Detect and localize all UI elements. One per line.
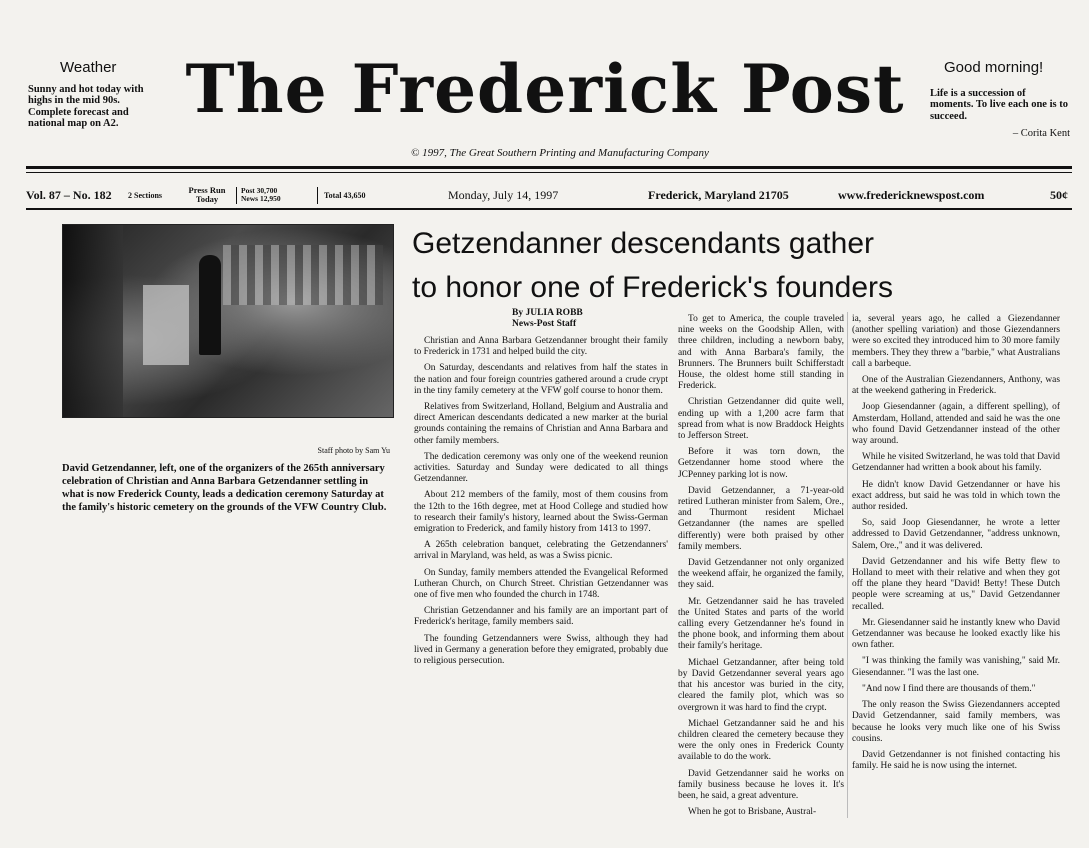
headline-line-2: to honor one of Frederick's founders	[412, 271, 893, 304]
photo-crowd	[223, 245, 383, 305]
press-run-total: Total 43,650	[324, 190, 366, 200]
sections-count: 2 Sections	[128, 190, 162, 200]
paragraph: When he got to Brisbane, Austral-	[688, 807, 817, 818]
paragraph: "I was thinking the family was vanishing," said Mr. Giesendanner. "I was the last one.	[852, 656, 1060, 678]
byline-role: News-Post Staff	[512, 319, 577, 329]
paragraph: A 265th celebration banquet, celebrating the Getzendanners' arrival in Maryland, was held, as was a Swiss picnic.	[414, 540, 668, 562]
press-run-news: News 12,950	[241, 194, 281, 203]
article-headline	[412, 222, 922, 310]
paragraph: David Getzendanner not only organized the weekend affair, he organized the family, they said.	[678, 558, 844, 591]
paragraph: Christian Getzendanner and his family are an important part of Frederick's heritage, family members said.	[414, 606, 668, 628]
paragraph: Before it was torn down, the Getzendanner home stood where the JCPenney parking lot is now.	[678, 447, 844, 480]
article-column-2	[678, 314, 844, 823]
paragraph: David Getzendanner is not finished contacting his family. He said he is now using the internet.	[852, 749, 1060, 772]
paragraph: One of the Australian Giezendanners, Anthony, was at the weekend gathering in Frederick.	[852, 375, 1060, 397]
article-column-1	[414, 336, 668, 672]
paragraph: While he visited Switzerland, he was told that David Getzendanner had written a book about his family.	[852, 452, 1060, 474]
website: www.fredericknewspost.com	[838, 187, 985, 202]
paragraph: The founding Getzendanners were Swiss, although they had lived in Germany a generation before they emigrated, probably due to religious persecution.	[414, 633, 668, 667]
paragraph: Michael Getzandanner said he and his children cleared the cemetery because they were the only ones in Frederick County available to do the work.	[678, 718, 844, 763]
paragraph: On Saturday, descendants and relatives from half the states in the nation and four foreign countries gathered around a crude crypt in the tiny family cemetery at the VFW golf course to honor them.	[414, 363, 668, 396]
paragraph: Michael Getzandanner, after being told by David Getzendanner several years ago that his ancestor was buried in the city, cleared the family plot, which was so overgrown it was hard to find the crypt.	[678, 657, 844, 713]
headline-line-1: Getzendanner descendants gather	[412, 227, 874, 260]
paragraph: Mr. Getzendanner said he has traveled the United States and parts of the world calling every Getzendanner he's found in the phone book, and informing them about their family's heritage.	[678, 596, 844, 652]
weather-text: Sunny and hot today with highs in the mid 90s. Complete forecast and national map on A2.	[28, 83, 144, 129]
paragraph: On Sunday, family members attended the Evangelical Reformed Lutheran Church, on Church Street. Christian Getzendanner was one of five men who founded the church in 1748.	[414, 567, 668, 601]
good-morning-author: – Corita Kent	[1012, 128, 1070, 139]
paragraph: To get to America, the couple traveled nine weeks on the Goodship Allen, with three children, including a newborn baby, and with Anna Barbara's family, the Brunners. The Brunners built Schifferstadt House, the oldest home still standing in Frederick.	[678, 314, 844, 392]
paragraph: "And now I find there are thousands of them."	[862, 683, 1036, 694]
paragraph: Christian and Anna Barbara Getzendanner brought their family to Frederick in 1731 and helped build the city.	[414, 336, 668, 358]
top-rule-thin	[26, 172, 1072, 173]
press-run-breakdown	[236, 187, 318, 204]
paragraph: David Getzendanner and his wife Betty flew to Holland to meet with their relative and when they got off the plane they heard "David! Betty! These Dutch people were screaming at us," David Getzendanner recalled.	[852, 556, 1060, 612]
price: 50¢	[1050, 187, 1068, 202]
paragraph: The dedication ceremony was only one of the weekend reunion activities. Saturday and Sunday were dedicated to all things Getzendanner.	[414, 451, 668, 485]
copyright-line: © 1997, The Great Southern Printing and Manufacturing Company	[411, 147, 709, 159]
paragraph: ia, several years ago, he called a Giezendanner (another spelling variation) and those Giezendanners were so excited they introduced him to 30 more family members. They they threw a "barbie," what Australians call a barbeque.	[852, 314, 1060, 369]
volume-number: Vol. 87 – No. 182	[26, 187, 112, 202]
paragraph: Mr. Giesendanner said he instantly knew who David Getzendanner was because he looked exactly like his own father.	[852, 617, 1060, 651]
paragraph: About 212 members of the family, most of them cousins from the 12th to the 16th degree, met at Hood College and studied how to research their family's history, learned about the Swiss-German emigration to Frederick, and family history from 1413 to 1997.	[414, 490, 668, 535]
paragraph: Relatives from Switzerland, Holland, Belgium and Australia and direct American descendants dedicated a new marker at the burial grounds containing the remains of Christian and Anna Barbara and other family members.	[414, 402, 668, 446]
paragraph: So, said Joop Giesendanner, he wrote a letter addressed to David Getzendanner, "address unknown, Salem, Ore.," and it was delivered.	[852, 518, 1060, 551]
press-run-label: Press Run Today	[188, 185, 226, 204]
photo-caption: David Getzendanner, left, one of the organizers of the 265th anniversary celebration of Christian and Anna Barbara Getzendanner settling in what is now Frederick County, leads a dedication ceremony Saturday at the family's historic cemetery on the grounds of the VFW Country Club.	[62, 463, 387, 513]
photo-credit: Staff photo by Sam Yu	[317, 446, 390, 455]
issue-date: Monday, July 14, 1997	[448, 187, 559, 202]
weather-title: Weather	[60, 59, 117, 76]
column-divider	[847, 312, 848, 818]
photo-gravestone	[143, 285, 189, 365]
article-column-3	[852, 314, 1060, 777]
masthead-title: The Frederick Post	[185, 50, 905, 128]
paragraph: Christian Getzendanner did quite well, ending up with a 1,200 acre farm that spread from what is now Braddock Heights to Jefferson Street.	[678, 397, 844, 442]
paragraph: Joop Giesendanner (again, a different spelling), of Amsterdam, Holland, attended and said he was the one who found David Getzendanner instead of the other way around.	[852, 402, 1060, 447]
photo-tree	[63, 225, 123, 417]
location: Frederick, Maryland 21705	[648, 187, 789, 202]
article-byline	[512, 308, 583, 330]
good-morning-quote: Life is a succession of moments. To live each one is to succeed.	[930, 87, 1068, 122]
top-rule	[26, 166, 1072, 169]
good-morning-title: Good morning!	[944, 59, 1044, 76]
info-bar	[26, 184, 1072, 206]
byline-author: By JULIA ROBB	[512, 308, 583, 318]
good-morning-box	[930, 59, 1070, 140]
bottom-rule	[26, 208, 1072, 210]
photo-speaker	[199, 255, 221, 355]
paragraph: David Getzendanner, a 71-year-old retired Lutheran minister from Salem, Ore., and Thurmont resident Michael Getzandanner (the names are spelled differently) were both praised by other family members.	[678, 485, 844, 552]
paragraph: He didn't know David Getzendanner or have his exact address, but said he was told in which town the author resided.	[852, 479, 1060, 513]
cemetery-photo	[62, 224, 394, 418]
paragraph: The only reason the Swiss Giezendanners accepted David Getzendanner, said family members, was because he looks very much like one of his Swiss cousins.	[852, 700, 1060, 744]
weather-box	[28, 59, 156, 130]
paragraph: David Getzendanner said he works on family business because he loves it. It's been, he said, a great adventure.	[678, 768, 844, 801]
press-run-post: Post 30,700	[241, 185, 278, 195]
